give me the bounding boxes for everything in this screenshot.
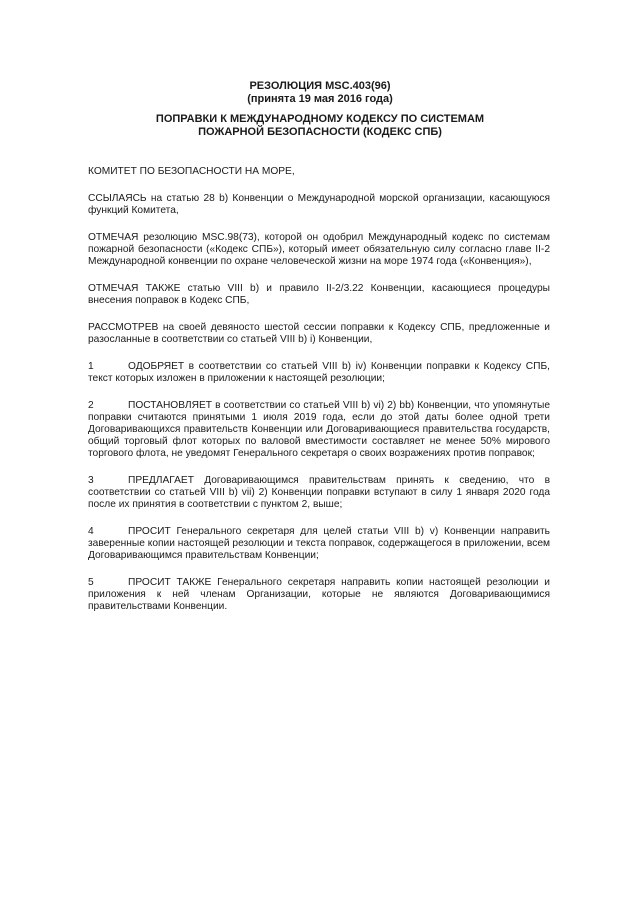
preamble-paragraph: РАССМОТРЕВ на своей девяносто шестой сессии поправки к Кодексу СПБ, предложенные и разосланные в соответствии со статьей VIII b) i) Конвенции, — [88, 322, 550, 345]
paragraph-number: 3 — [88, 475, 94, 486]
adoption-date: (принята 19 мая 2016 года) — [247, 93, 393, 105]
paragraph-number: 2 — [88, 400, 94, 411]
paragraph-text: ОДОБРЯЕТ в соответствии со статьей VIII b) iv) Конвенции поправки к Кодексу СПБ, текст которых изложен в приложении к настоящей резолюции; — [88, 361, 550, 384]
paragraph-number: 4 — [88, 526, 94, 537]
title-line-2: ПОЖАРНОЙ БЕЗОПАСНОСТИ (КОДЕКС СПБ) — [198, 126, 442, 138]
resolution-header — [0, 80, 640, 106]
resolution-number: РЕЗОЛЮЦИЯ MSC.403(96) — [249, 80, 391, 92]
paragraph-text: ПРЕДЛАГАЕТ Договаривающимся правительствам принять к сведению, что в соответствии со статьей VIII b) vii) 2) Конвенции поправки вступают в силу 1 января 2020 года после их принятия в соответствии с пунктом 2, выше; — [88, 475, 550, 510]
preamble-paragraph: ОТМЕЧАЯ ТАКЖЕ статью VIII b) и правило II-2/3.22 Конвенции, касающиеся процедуры внесения поправок в Кодекс СПБ, — [88, 283, 550, 306]
paragraph-text: ПРОСИТ Генерального секретаря для целей статьи VIII b) v) Конвенции направить заверенные копии настоящей резолюции и текста поправок, содержащегося в приложении, всем Договаривающимся правительствам Конвенции; — [88, 526, 550, 561]
resolution-body — [88, 166, 550, 628]
committee-line: КОМИТЕТ ПО БЕЗОПАСНОСТИ НА МОРЕ, — [88, 166, 295, 177]
preamble-paragraph: ССЫЛАЯСЬ на статью 28 b) Конвенции о Международной морской организации, касающуюся функций Комитета, — [88, 193, 550, 216]
paragraph-text: ПРОСИТ ТАКЖЕ Генерального секретаря направить копии настоящей резолюции и приложения к ней членам Организации, которые не являются Договаривающимися правительствами Конвенции. — [88, 577, 550, 612]
operative-paragraph — [88, 526, 550, 562]
operative-paragraph — [88, 400, 550, 460]
operative-paragraph — [88, 361, 550, 385]
paragraph-number: 1 — [88, 361, 94, 372]
paragraph-text: ПОСТАНОВЛЯЕТ в соответствии со статьей VIII b) vi) 2) bb) Конвенции, что упомянутые поправки считаются принятыми 1 июля 2019 года, если до этой даты более одной трети Договаривающихся правительств Конвенции или Договаривающиеся правительства государств, общий торговый флот которых по валовой вместимости составляет не менее 50% мирового торгового флота, не уведомят Генерального секретаря о своих возражениях против поправок; — [88, 400, 550, 459]
document-title — [0, 113, 640, 139]
operative-paragraph — [88, 475, 550, 511]
paragraph-number: 5 — [88, 577, 94, 588]
title-line-1: ПОПРАВКИ К МЕЖДУНАРОДНОМУ КОДЕКСУ ПО СИСТЕМАМ — [155, 113, 485, 125]
preamble-paragraph: ОТМЕЧАЯ резолюцию MSC.98(73), которой он одобрил Международный кодекс по системам пожарной безопасности («Кодекс СПБ»), который имеет обязательную силу согласно главе II-2 Международной конвенции по охране человеческой жизни на море 1974 года («Конвенция»), — [88, 232, 550, 267]
operative-paragraph — [88, 577, 550, 613]
